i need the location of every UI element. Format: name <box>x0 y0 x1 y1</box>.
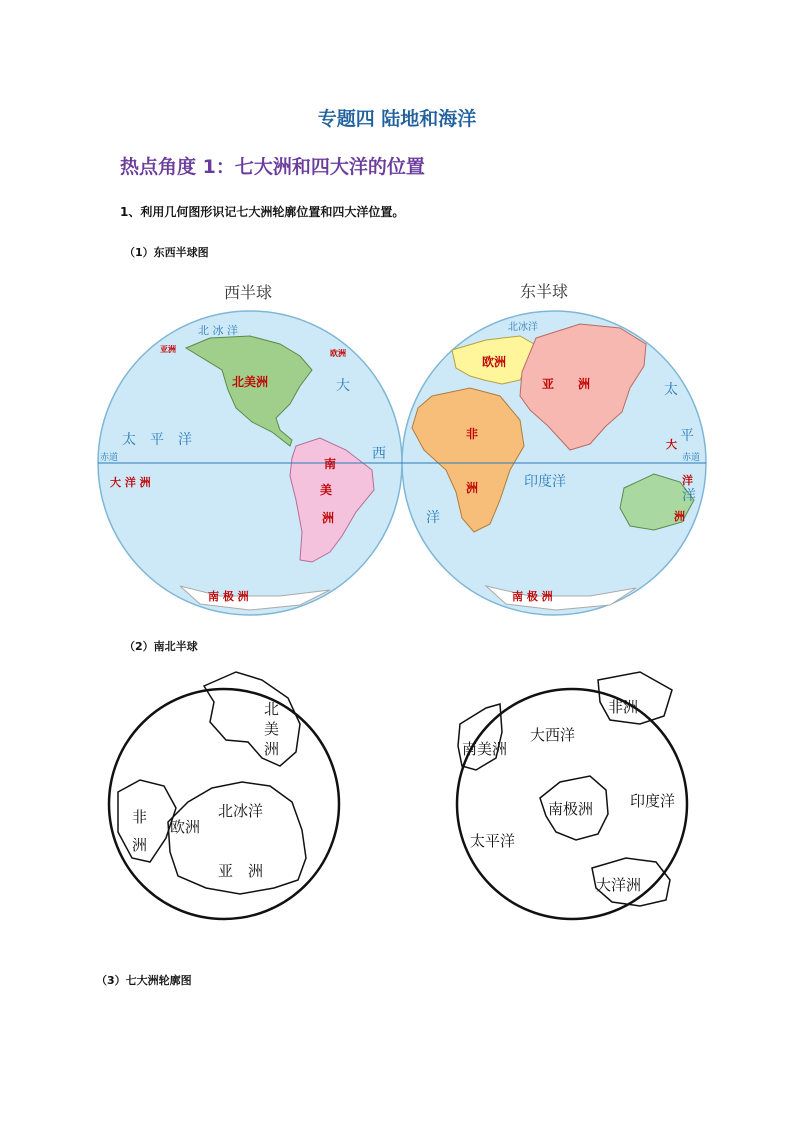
south-america-label-2: 美 <box>320 483 333 497</box>
south-africa-label: 非洲 <box>608 698 639 716</box>
east-atlantic-label: 洋 <box>426 510 440 526</box>
east-antarctica-label: 南 极 洲 <box>512 590 553 603</box>
section-heading: 热点角度 1：七大洲和四大洋的位置 <box>120 156 425 178</box>
equator-label-east: 赤道 <box>682 453 701 463</box>
south-oceania-label: 大洋洲 <box>596 876 642 894</box>
north-africa-label-2: 洲 <box>132 836 148 854</box>
south-pacific-label: 太平洋 <box>470 832 516 850</box>
indian-ocean-label: 印度洋 <box>524 474 566 490</box>
europe-label: 欧洲 <box>482 355 507 369</box>
north-na-label-1: 北 <box>264 700 280 718</box>
east-oceania-label-2: 洋 <box>682 474 693 487</box>
west-arctic-label: 北 冰 洋 <box>198 324 238 337</box>
east-pacific-label-3: 洋 <box>682 488 696 504</box>
west-oceania-label: 大 洋 洲 <box>110 476 151 489</box>
south-atlantic-label: 大西洋 <box>530 726 576 744</box>
north-na-label-2: 美 <box>264 720 280 738</box>
africa-label-1: 非 <box>466 427 479 441</box>
page-title: 专题四 陆地和海洋 <box>317 108 477 130</box>
intro-text: 1、利用几何图形识记七大洲轮廓位置和四大洋位置。 <box>120 205 405 219</box>
north-arctic-label: 北冰洋 <box>218 802 264 820</box>
west-pacific-label: 太 平 洋 <box>122 432 192 448</box>
west-atlantic-label-2: 西 <box>372 446 386 462</box>
east-arctic-label: 北冰洋 <box>508 322 538 333</box>
east-pacific-label-2: 平 <box>680 428 694 444</box>
west-antarctica-label: 南 极 洲 <box>208 590 249 603</box>
equator-label-west: 赤道 <box>100 453 119 463</box>
south-indian-label: 印度洋 <box>630 792 676 810</box>
hemisphere-map <box>0 300 794 640</box>
north-america-label: 北美洲 <box>232 375 269 389</box>
south-america-label-1: 南 <box>324 457 337 471</box>
subheading-hemispheres: （1）东西半球图 <box>124 246 209 259</box>
subheading-continent-outlines: （3）七大洲轮廓图 <box>96 974 192 987</box>
west-hemisphere-title: 西半球 <box>224 283 273 302</box>
west-asia-tip-label: 亚洲 <box>160 345 176 354</box>
east-pacific-label-1: 太 <box>664 382 678 398</box>
africa-label-2: 洲 <box>466 481 479 495</box>
south-america-label-3: 洲 <box>322 511 335 525</box>
north-africa-label-1: 非 <box>132 808 148 826</box>
west-atlantic-label-1: 大 <box>336 378 350 394</box>
north-na-label-3: 洲 <box>264 740 280 758</box>
east-oceania-label-3: 洲 <box>674 510 685 523</box>
subheading-polar: （2）南北半球 <box>124 640 198 653</box>
polar-map <box>0 662 794 962</box>
south-sa-label: 南美洲 <box>462 740 508 758</box>
north-europe-label: 欧洲 <box>170 818 201 836</box>
south-antarctica-label: 南极洲 <box>548 800 594 818</box>
asia-label: 亚 洲 <box>542 377 591 391</box>
east-oceania-label-1: 大 <box>666 438 677 451</box>
north-asia-label: 亚 洲 <box>218 862 264 880</box>
west-europe-tip-label: 欧洲 <box>330 349 346 358</box>
east-hemisphere-title: 东半球 <box>520 282 569 301</box>
